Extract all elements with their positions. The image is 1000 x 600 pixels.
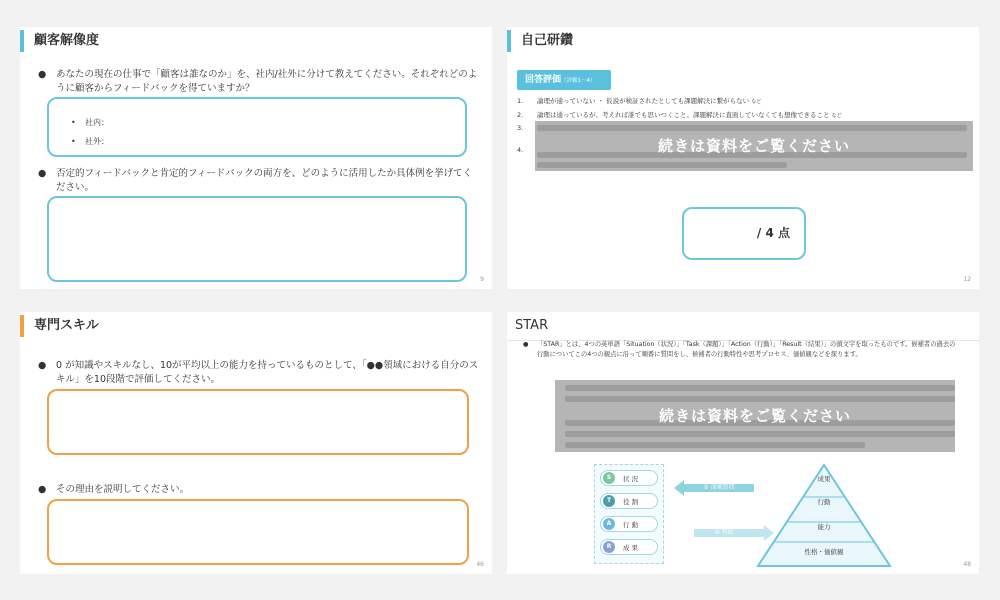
arrow-judge-label: ② 判断 [714,529,734,536]
star-diagram [594,462,974,572]
continue-overlay[interactable]: 続きは資料をご覧ください [555,380,955,452]
rubric-text: 論理は通っているが、考えれば誰でも思いつくこと。課題解決に直面していなくても想像できること [537,110,830,119]
inner-item-external: • 社外： [71,132,109,151]
rubric-num: 3. [517,124,524,132]
answer-box-1[interactable] [47,97,467,157]
star-letter: R [603,541,615,553]
answer-box-1[interactable] [47,389,469,455]
star-label: 役 割 [623,498,639,506]
pyramid-ability: 能力 [817,523,831,531]
star-letter: S [603,472,615,484]
pyramid-result: 成果 [817,475,831,483]
rubric-text: 論理が通っていない ・ 仮説が検証されたとしても課題解決に繋がらない [537,97,750,105]
answer-box-2[interactable] [47,499,469,565]
arrow-deep-dive-label: ① 深堀質問 [703,484,735,491]
inner-item-internal: • 社内： [71,113,109,132]
slide-star [507,312,979,574]
slide-title: 顧客解像度 [20,30,99,52]
pyramid-values: 性格・価値観 [804,548,844,556]
star-intro-text: 「STAR」とは、4つの英単語「Situation（状況）」「Task（課題）」「Action（行動）」「Result（結果）」の頭文字を取ったものです。候補者の過去の行動についてこの4つの観点に沿って順番に質問をし、候補者の行動特性や思考プロセス、価値観などを探ります。 [537,341,956,358]
rubric-num: 4. [517,145,524,154]
question-2-text: 否定的フィードバックと肯定的フィードバックの両方を、どのように活用したか具体例を挙げてください。 [56,168,473,193]
page-number: 12 [963,276,971,283]
slide-title: 専門スキル [20,315,99,337]
question-2-text: その理由を説明してください。 [56,484,190,495]
star-label: 行 動 [623,521,639,529]
question-2: ● 否定的フィードバックと肯定的フィードバックの両方を、どのように活用したか具体例を挙げてください。 [38,167,480,195]
inner-list [71,113,109,151]
rubric-num: 1. [517,97,524,105]
star-label: 状 況 [623,475,639,483]
rubric-suffix: など [831,112,842,119]
star-intro: ● 「STAR」とは、4つの英単語「Situation（状況）」「Task（課題）」「Action（行動）」「Result（結果）」の頭文字を取ったものです。候補者の過去の行動についてこの4つの観点に沿って順番に質問をし、候補者の行動特性や思考プロセス、価値観などを探ります。 [523,341,956,358]
question-1: ● あなたの現在の仕事で「顧客は誰なのか」を、社内/社外に分けて教えてください。それぞれどのように顧客からフィードバックを得ていますか？ [38,68,480,96]
answer-box-2[interactable] [47,196,467,282]
star-letter: A [603,518,615,530]
page-number: 48 [963,561,971,568]
question-2: ● その理由を説明してください。 [38,483,480,497]
question-1-text: あなたの現在の仕事で「顧客は誰なのか」を、社内/社外に分けて教えてください。それぞれどのように顧客からフィードバックを得ていますか？ [56,69,478,94]
slide-customer-resolution [20,27,492,289]
star-label: 成 果 [623,544,639,552]
rating-badge-label: 回答評価 [525,75,562,85]
star-letter: T [603,495,615,507]
continue-overlay[interactable]: 続きは資料をご覧ください [535,121,973,171]
page-number: 46 [476,561,484,568]
rating-badge-sub: （評価1〜4） [561,78,596,84]
score-box[interactable]: / 4 点 [682,207,806,260]
rubric-item [517,109,967,123]
question-1: ● 0 が知識やスキルなし、10が平均以上の能力を持っているものとして、「●●領域における自分のスキル」を10段階で評価してください。 [38,360,479,385]
page-number: 9 [480,276,484,283]
slide-self-improvement [507,27,979,289]
slide-title: 自己研鑽 [507,30,573,52]
rubric-num: 2. [517,110,524,119]
rating-badge [517,70,611,90]
slide-professional-skill [20,312,492,574]
rubric-item [517,95,967,109]
slide-title: STAR [515,318,549,333]
question-1-text: 0 が知識やスキルなし、10が平均以上の能力を持っているものとして、「●●領域における自分のスキル」を10段階で評価してください。 [56,360,479,385]
rubric-suffix: など [751,99,762,105]
pyramid-action: 行動 [817,498,831,506]
